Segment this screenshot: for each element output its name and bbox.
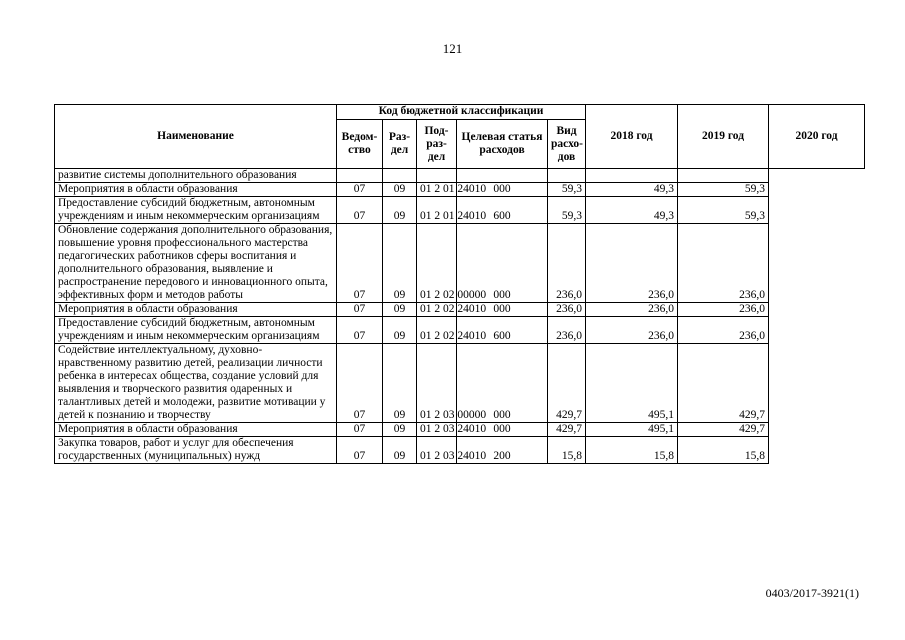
cell-target-article [417, 169, 457, 183]
cell-dept [337, 169, 383, 183]
cell-expense-type: 000 [457, 224, 548, 303]
table-row [55, 224, 865, 303]
cell-2018: 236,0 [548, 303, 586, 317]
header-row-top [55, 105, 865, 120]
table-row [55, 197, 865, 224]
cell-dept: 07 [337, 197, 383, 224]
cell-2019: 15,8 [586, 437, 678, 464]
cell-2020: 59,3 [678, 183, 769, 197]
cell-name: Закупка товаров, работ и услуг для обеспечения государственных (муниципальных) нужд [55, 437, 337, 464]
cell-dept: 07 [337, 303, 383, 317]
cell-expense-type: 200 [457, 437, 548, 464]
cell-section: 09 [383, 317, 417, 344]
cell-expense-type: 000 [457, 423, 548, 437]
cell-2020: 15,8 [678, 437, 769, 464]
cell-target-article: 01 2 02 24010 [417, 317, 457, 344]
cell-2018: 429,7 [548, 423, 586, 437]
cell-section: 09 [383, 344, 417, 423]
cell-name: Мероприятия в области образования [55, 423, 337, 437]
cell-2020: 236,0 [678, 317, 769, 344]
page-number: 121 [442, 41, 463, 56]
header-section: Раз-дел [383, 120, 417, 169]
cell-2020: 236,0 [678, 303, 769, 317]
cell-2019: 236,0 [586, 303, 678, 317]
table-body [55, 169, 865, 464]
table-row [55, 317, 865, 344]
cell-2019: 236,0 [586, 224, 678, 303]
cell-2020: 236,0 [678, 224, 769, 303]
cell-target-article: 01 2 01 24010 [417, 183, 457, 197]
cell-name: Обновление содержания дополнительного образования, повышение уровня профессионального мастерства педагогических работников сферы воспитания и дополнительного образования, выявление и распространение передового и инновационного опыта, эффективных форм и методов работы [55, 224, 337, 303]
cell-name: Мероприятия в области образования [55, 183, 337, 197]
cell-2018: 59,3 [548, 197, 586, 224]
cell-name: Предоставление субсидий бюджетным, автономным учреждениям и иным некоммерческим организациям [55, 197, 337, 224]
cell-dept: 07 [337, 224, 383, 303]
cell-name: Содействие интеллектуальному, духовно-нравственному развитию детей, реализации личности ребенка в интересах общества, создание условий для выявления и творческого развития одаренных и талантливых детей и молодежи, развитие мотивации у детей к познанию и творчеству [55, 344, 337, 423]
cell-2020 [678, 169, 769, 183]
cell-2019: 49,3 [586, 197, 678, 224]
cell-2019: 495,1 [586, 344, 678, 423]
cell-section: 09 [383, 197, 417, 224]
cell-target-article: 01 2 03 24010 [417, 423, 457, 437]
cell-2020: 59,3 [678, 197, 769, 224]
table-row [55, 183, 865, 197]
cell-dept: 07 [337, 317, 383, 344]
cell-expense-type: 000 [457, 303, 548, 317]
cell-expense-type: 600 [457, 197, 548, 224]
cell-section: 09 [383, 423, 417, 437]
cell-2018: 236,0 [548, 317, 586, 344]
table-row [55, 169, 865, 183]
cell-2018: 236,0 [548, 224, 586, 303]
cell-2018: 59,3 [548, 183, 586, 197]
table-row [55, 423, 865, 437]
cell-2019: 495,1 [586, 423, 678, 437]
table-row [55, 437, 865, 464]
cell-dept: 07 [337, 423, 383, 437]
header-budget-code-group: Код бюджетной классификации [337, 105, 586, 120]
cell-expense-type: 000 [457, 344, 548, 423]
document-number: 0403/2017-3921(1) [765, 586, 859, 600]
cell-2019 [586, 169, 678, 183]
header-year-2020: 2020 год [769, 105, 865, 169]
cell-target-article: 01 2 02 24010 [417, 303, 457, 317]
cell-target-article: 01 2 03 24010 [417, 437, 457, 464]
cell-dept: 07 [337, 344, 383, 423]
table-row [55, 344, 865, 423]
cell-dept: 07 [337, 183, 383, 197]
cell-2018 [548, 169, 586, 183]
header-year-2019: 2019 год [678, 105, 769, 169]
table-row [55, 303, 865, 317]
cell-2019: 236,0 [586, 317, 678, 344]
cell-section: 09 [383, 183, 417, 197]
cell-section: 09 [383, 224, 417, 303]
cell-2020: 429,7 [678, 344, 769, 423]
header-year-2018: 2018 год [586, 105, 678, 169]
cell-target-article: 01 2 01 24010 [417, 197, 457, 224]
budget-table [54, 104, 865, 464]
cell-2018: 15,8 [548, 437, 586, 464]
cell-section: 09 [383, 437, 417, 464]
cell-2019: 49,3 [586, 183, 678, 197]
cell-name: развитие системы дополнительного образования [55, 169, 337, 183]
cell-expense-type: 600 [457, 317, 548, 344]
cell-2018: 429,7 [548, 344, 586, 423]
cell-target-article: 01 2 02 00000 [417, 224, 457, 303]
cell-name: Мероприятия в области образования [55, 303, 337, 317]
cell-section [383, 169, 417, 183]
cell-name: Предоставление субсидий бюджетным, автономным учреждениям и иным некоммерческим организациям [55, 317, 337, 344]
cell-section: 09 [383, 303, 417, 317]
cell-target-article: 01 2 03 00000 [417, 344, 457, 423]
cell-expense-type [457, 169, 548, 183]
header-expense-type: Вид расхо-дов [548, 120, 586, 169]
cell-expense-type: 000 [457, 183, 548, 197]
header-name: Наименование [55, 105, 337, 169]
header-dept: Ведом-ство [337, 120, 383, 169]
cell-2020: 429,7 [678, 423, 769, 437]
header-target-article: Целевая статья расходов [457, 120, 548, 169]
cell-dept: 07 [337, 437, 383, 464]
header-subsection: Под-раз-дел [417, 120, 457, 169]
